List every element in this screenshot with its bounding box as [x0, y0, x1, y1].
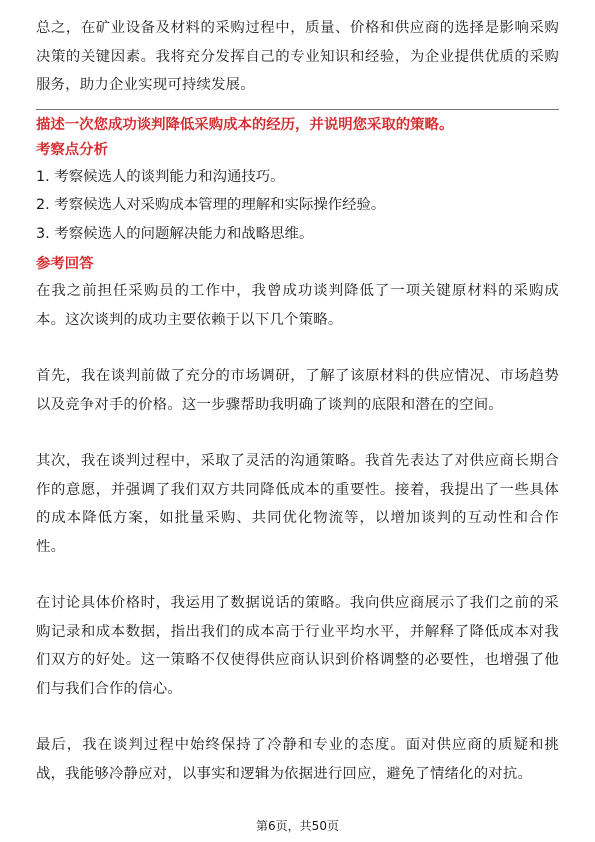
answer-paragraph-4: 在讨论具体价格时，我运用了数据说话的策略。我向供应商展示了我们之前的采购记录和成本数据，指出我们的成本高于行业平均水平，并解释了降低成本对我们双方的好处。这一策略不仅使得供应商认识到价格调整的必要性，也增强了他们与我们合作的信心。	[36, 595, 559, 697]
paragraph-gap	[36, 334, 559, 362]
answer-paragraph-2: 首先，我在谈判前做了充分的市场调研，了解了该原材料的供应情况、市场趋势以及竞争对手的价格。这一步骤帮助我明确了谈判的底限和潜在的空间。	[36, 368, 559, 413]
section-divider	[36, 109, 559, 110]
interview-question: 描述一次您成功谈判降低采购成本的经历，并说明您采取的策略。	[36, 116, 454, 133]
answer-heading: 参考回答	[36, 256, 94, 272]
intro-paragraph: 总之，在矿业设备及材料的采购过程中，质量、价格和供应商的选择是影响采购决策的关键因素。我将充分发挥自己的专业知识和经验，为企业提供优质的采购服务，助力企业实现可持续发展。	[36, 20, 559, 93]
paragraph-gap	[36, 561, 559, 589]
analysis-item-1: 1. 考察候选人的谈判能力和沟通技巧。	[36, 168, 285, 185]
analysis-item-3: 3. 考察候选人的问题解决能力和战略思维。	[36, 225, 314, 242]
paragraph-gap	[36, 703, 559, 731]
analysis-heading: 考察点分析	[36, 141, 108, 158]
page-content	[36, 14, 559, 788]
answer-paragraph-1: 在我之前担任采购员的工作中，我曾成功谈判降低了一项关键原材料的采购成本。这次谈判的成功主要依赖于以下几个策略。	[36, 283, 559, 328]
answer-paragraph-5: 最后，我在谈判过程中始终保持了冷静和专业的态度。面对供应商的质疑和挑战，我能够冷静应对，以事实和逻辑为依据进行回应，避免了情绪化的对抗。	[36, 737, 559, 782]
page-number: 第6页，共50页	[256, 819, 339, 833]
answer-paragraph-3: 其次，我在谈判过程中，采取了灵活的沟通策略。我首先表达了对供应商长期合作的意愿，并强调了我们双方共同降低成本的重要性。接着，我提出了一些具体的成本降低方案，如批量采购、共同优化物流等，以增加谈判的互动性和合作性。	[36, 453, 559, 555]
paragraph-gap	[36, 419, 559, 447]
analysis-item-2: 2. 考察候选人对采购成本管理的理解和实际操作经验。	[36, 197, 386, 213]
